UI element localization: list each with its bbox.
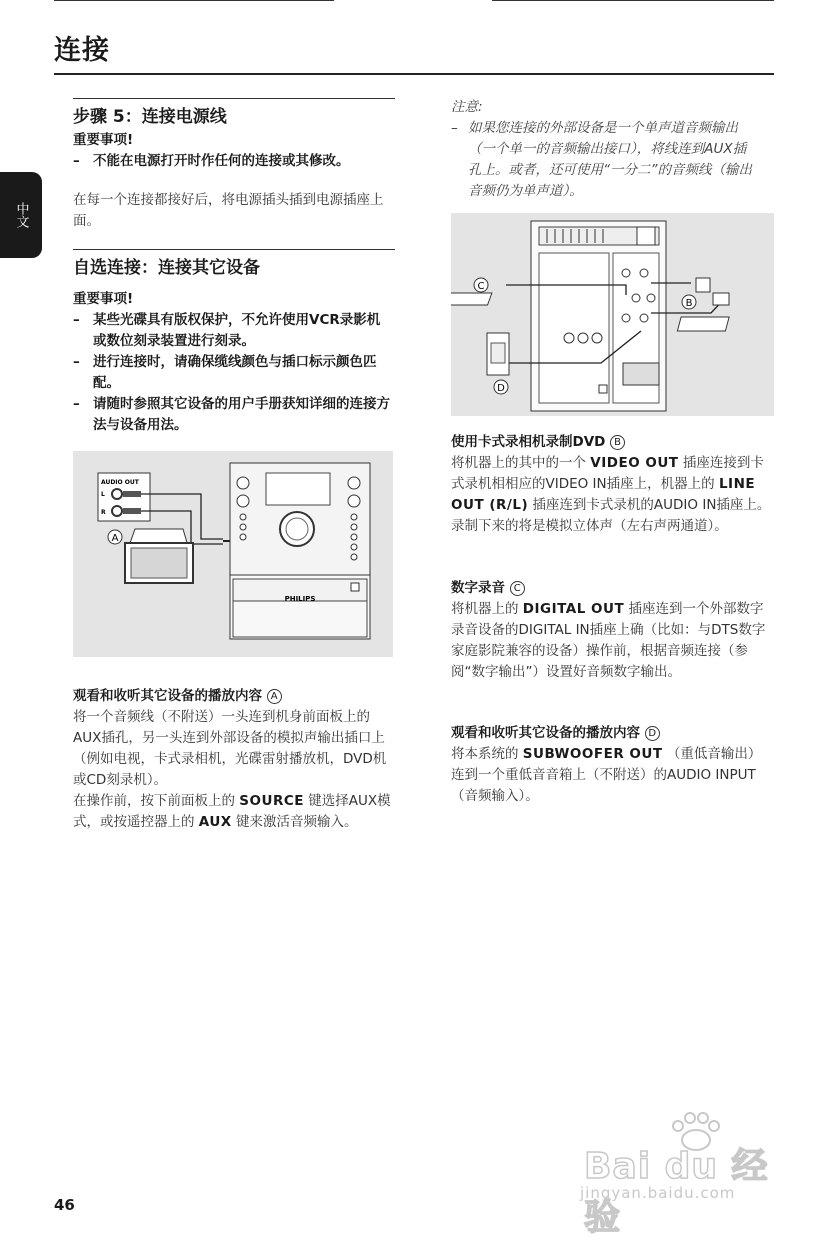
cassette-heading: 使用卡式录相机录制DVD B bbox=[451, 432, 774, 453]
step5-important: 重要事项! bbox=[73, 132, 134, 148]
philips-logo: PHILIPS bbox=[284, 595, 316, 603]
section-subwoofer bbox=[451, 723, 774, 807]
figure-marker-d: D bbox=[497, 383, 505, 394]
subwoofer-out-label: SUBWOOFER OUT bbox=[522, 746, 663, 762]
watch-heading: 观看和收听其它设备的播放内容 A bbox=[73, 686, 393, 707]
line-out-label: LINE OUT (R/L) bbox=[451, 476, 756, 513]
optional-warning-item: – 请随时参照其它设备的用户手册获知详细的连接方法与设备用法。 bbox=[73, 396, 390, 433]
section-rule bbox=[73, 249, 395, 250]
marker-a: A bbox=[267, 689, 282, 704]
note-item: – 如果您连接的外部设备是一个单声道音频输出（一个单一的音频输出接口），将线连到AUX插孔上。或者，还可使用“一分二”的音频线（输出音频仍为单声道）。 bbox=[451, 120, 752, 199]
section-optional bbox=[73, 249, 393, 436]
step5-body: 在每一个连接都接好后，将电源插头插到电源插座上面。 bbox=[73, 192, 384, 229]
figure-marker-a: A bbox=[111, 533, 119, 544]
subwoofer-paragraph: 将本系统的 SUBWOOFER OUT （重低音输出）连到一个重低音音箱上（不附送）的AUDIO INPUT（音频输入）。 bbox=[451, 746, 762, 804]
page-number: 46 bbox=[54, 1196, 75, 1214]
audio-r-label: R bbox=[101, 509, 106, 516]
marker-b: B bbox=[610, 435, 625, 450]
watermark bbox=[578, 1120, 778, 1238]
section-cassette bbox=[451, 432, 774, 537]
section-step5 bbox=[73, 98, 393, 232]
marker-c: C bbox=[510, 581, 525, 596]
marker-d: D bbox=[645, 726, 660, 741]
digital-out-label: DIGITAL OUT bbox=[522, 601, 625, 617]
note-title: 注意: bbox=[451, 99, 483, 115]
optional-heading: 自选连接：连接其它设备 bbox=[73, 258, 260, 278]
watermark-brand: Bai du 经验 bbox=[584, 1146, 769, 1238]
page-title: 连接 bbox=[54, 35, 110, 66]
watch-paragraph-2: 在操作前，按下前面板上的 SOURCE 键选择AUX模式，或按遥控器上的 AUX 键来激活音频输入。 bbox=[73, 793, 391, 830]
video-out-label: VIDEO OUT bbox=[590, 455, 679, 471]
subwoofer-heading: 观看和收听其它设备的播放内容 D bbox=[451, 723, 774, 744]
section-digital bbox=[451, 578, 774, 683]
top-rule-right bbox=[492, 0, 774, 1]
section-note bbox=[451, 97, 774, 202]
watermark-url: jingyan.baidu.com bbox=[580, 1184, 736, 1202]
optional-important: 重要事项! bbox=[73, 291, 134, 307]
audio-out-label: AUDIO OUT bbox=[101, 479, 139, 486]
source-key-label: SOURCE bbox=[239, 793, 304, 809]
figure-rear-connection bbox=[451, 213, 774, 416]
top-rule-left bbox=[54, 0, 334, 1]
figure-marker-b: B bbox=[685, 298, 693, 309]
audio-l-label: L bbox=[101, 491, 105, 498]
section-watch bbox=[73, 686, 393, 833]
cassette-paragraph: 将机器上的其中的一个 VIDEO OUT 插座连接到卡式录机相相应的VIDEO IN插座上，机器上的 LINE OUT (R/L) 插座连到卡式录机的AUDIO IN插座上。录制下来的将是模拟立体声（左右声两通道）。 bbox=[451, 455, 771, 534]
aux-key-label: AUX bbox=[198, 814, 232, 830]
language-tab: 中文 bbox=[0, 172, 42, 258]
optional-warning-item: – 某些光碟具有版权保护，不允许使用VCR录影机或数位刻录装置进行刻录。 bbox=[73, 312, 381, 349]
step5-warning-item: – 不能在电源打开时作任何的连接或其修改。 bbox=[73, 153, 350, 169]
figure-aux-connection bbox=[73, 451, 393, 657]
digital-heading: 数字录音 C bbox=[451, 578, 774, 599]
watch-paragraph-1: 将一个音频线（不附送）一头连到机身前面板上的AUX插孔，另一头连到外部设备的模拟声输出插口上（例如电视，卡式录相机，光碟雷射播放机，DVD机或CD刻录机）。 bbox=[73, 709, 387, 788]
figure-marker-c: C bbox=[477, 281, 485, 292]
title-rule bbox=[54, 73, 774, 75]
aux-connection-illustration bbox=[73, 451, 393, 657]
optional-warning-item: – 进行连接时，请确保缆线颜色与插口标示颜色匹配。 bbox=[73, 354, 377, 391]
rear-connection-illustration bbox=[451, 213, 774, 416]
step5-heading: 步骤 5：连接电源线 bbox=[73, 107, 227, 127]
section-rule bbox=[73, 98, 395, 99]
digital-paragraph: 将机器上的 DIGITAL OUT 插座连到一个外部数字录音设备的DIGITAL IN插座上确（比如：与DTS数字家庭影院兼容的设备）操作前，根据音频连接（参阅“数字输出”）设置好音频数字输出。 bbox=[451, 601, 766, 680]
